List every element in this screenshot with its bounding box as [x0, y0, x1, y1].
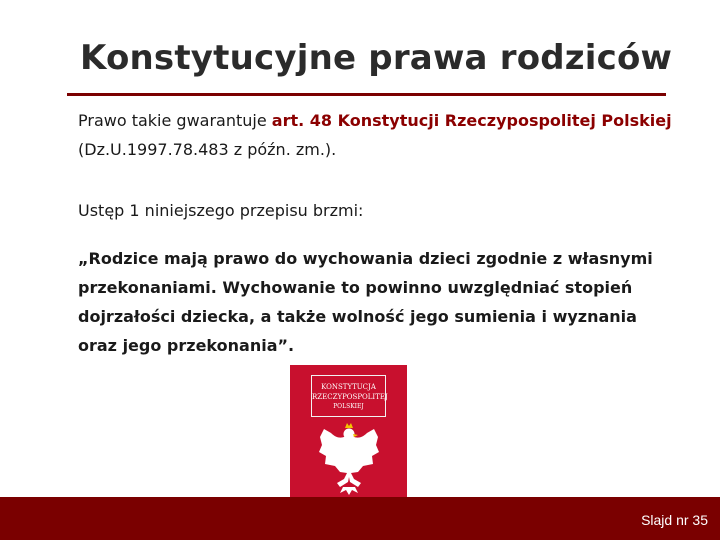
footer-bar — [0, 497, 720, 540]
constitution-book-cover — [290, 365, 407, 500]
slide-title: Konstytucyjne prawa rodziców — [80, 38, 673, 78]
book-title-line-3: POLSKIEJ — [333, 403, 364, 410]
white-eagle-icon — [313, 421, 385, 499]
book-title-line-1: KONSTYTUCJA — [321, 383, 376, 391]
book-title-frame — [311, 375, 386, 417]
journal-reference: (Dz.U.1997.78.483 z późn. zm.). — [78, 140, 337, 159]
intro-text: Prawo takie gwarantuje — [78, 111, 272, 130]
intro-paragraph — [78, 106, 678, 164]
article-quote: „Rodzice mają prawo do wychowania dzieci zgodnie z własnymi przekonaniami. Wychowanie to powinno uwzględniać stopień dojrzałości dziecka, a także wolność jego sumienia i wyznania oraz jego przekonania”. — [78, 249, 653, 355]
book-title-line-2: RZECZYPOSPOLITEJ — [312, 393, 388, 401]
slide-number: Slajd nr 35 — [641, 512, 708, 528]
constitution-reference: art. 48 Konstytucji Rzeczypospolitej Polskiej — [271, 111, 672, 130]
article-intro: Ustęp 1 niniejszego przepisu brzmi: — [78, 201, 364, 220]
title-divider — [67, 93, 666, 96]
